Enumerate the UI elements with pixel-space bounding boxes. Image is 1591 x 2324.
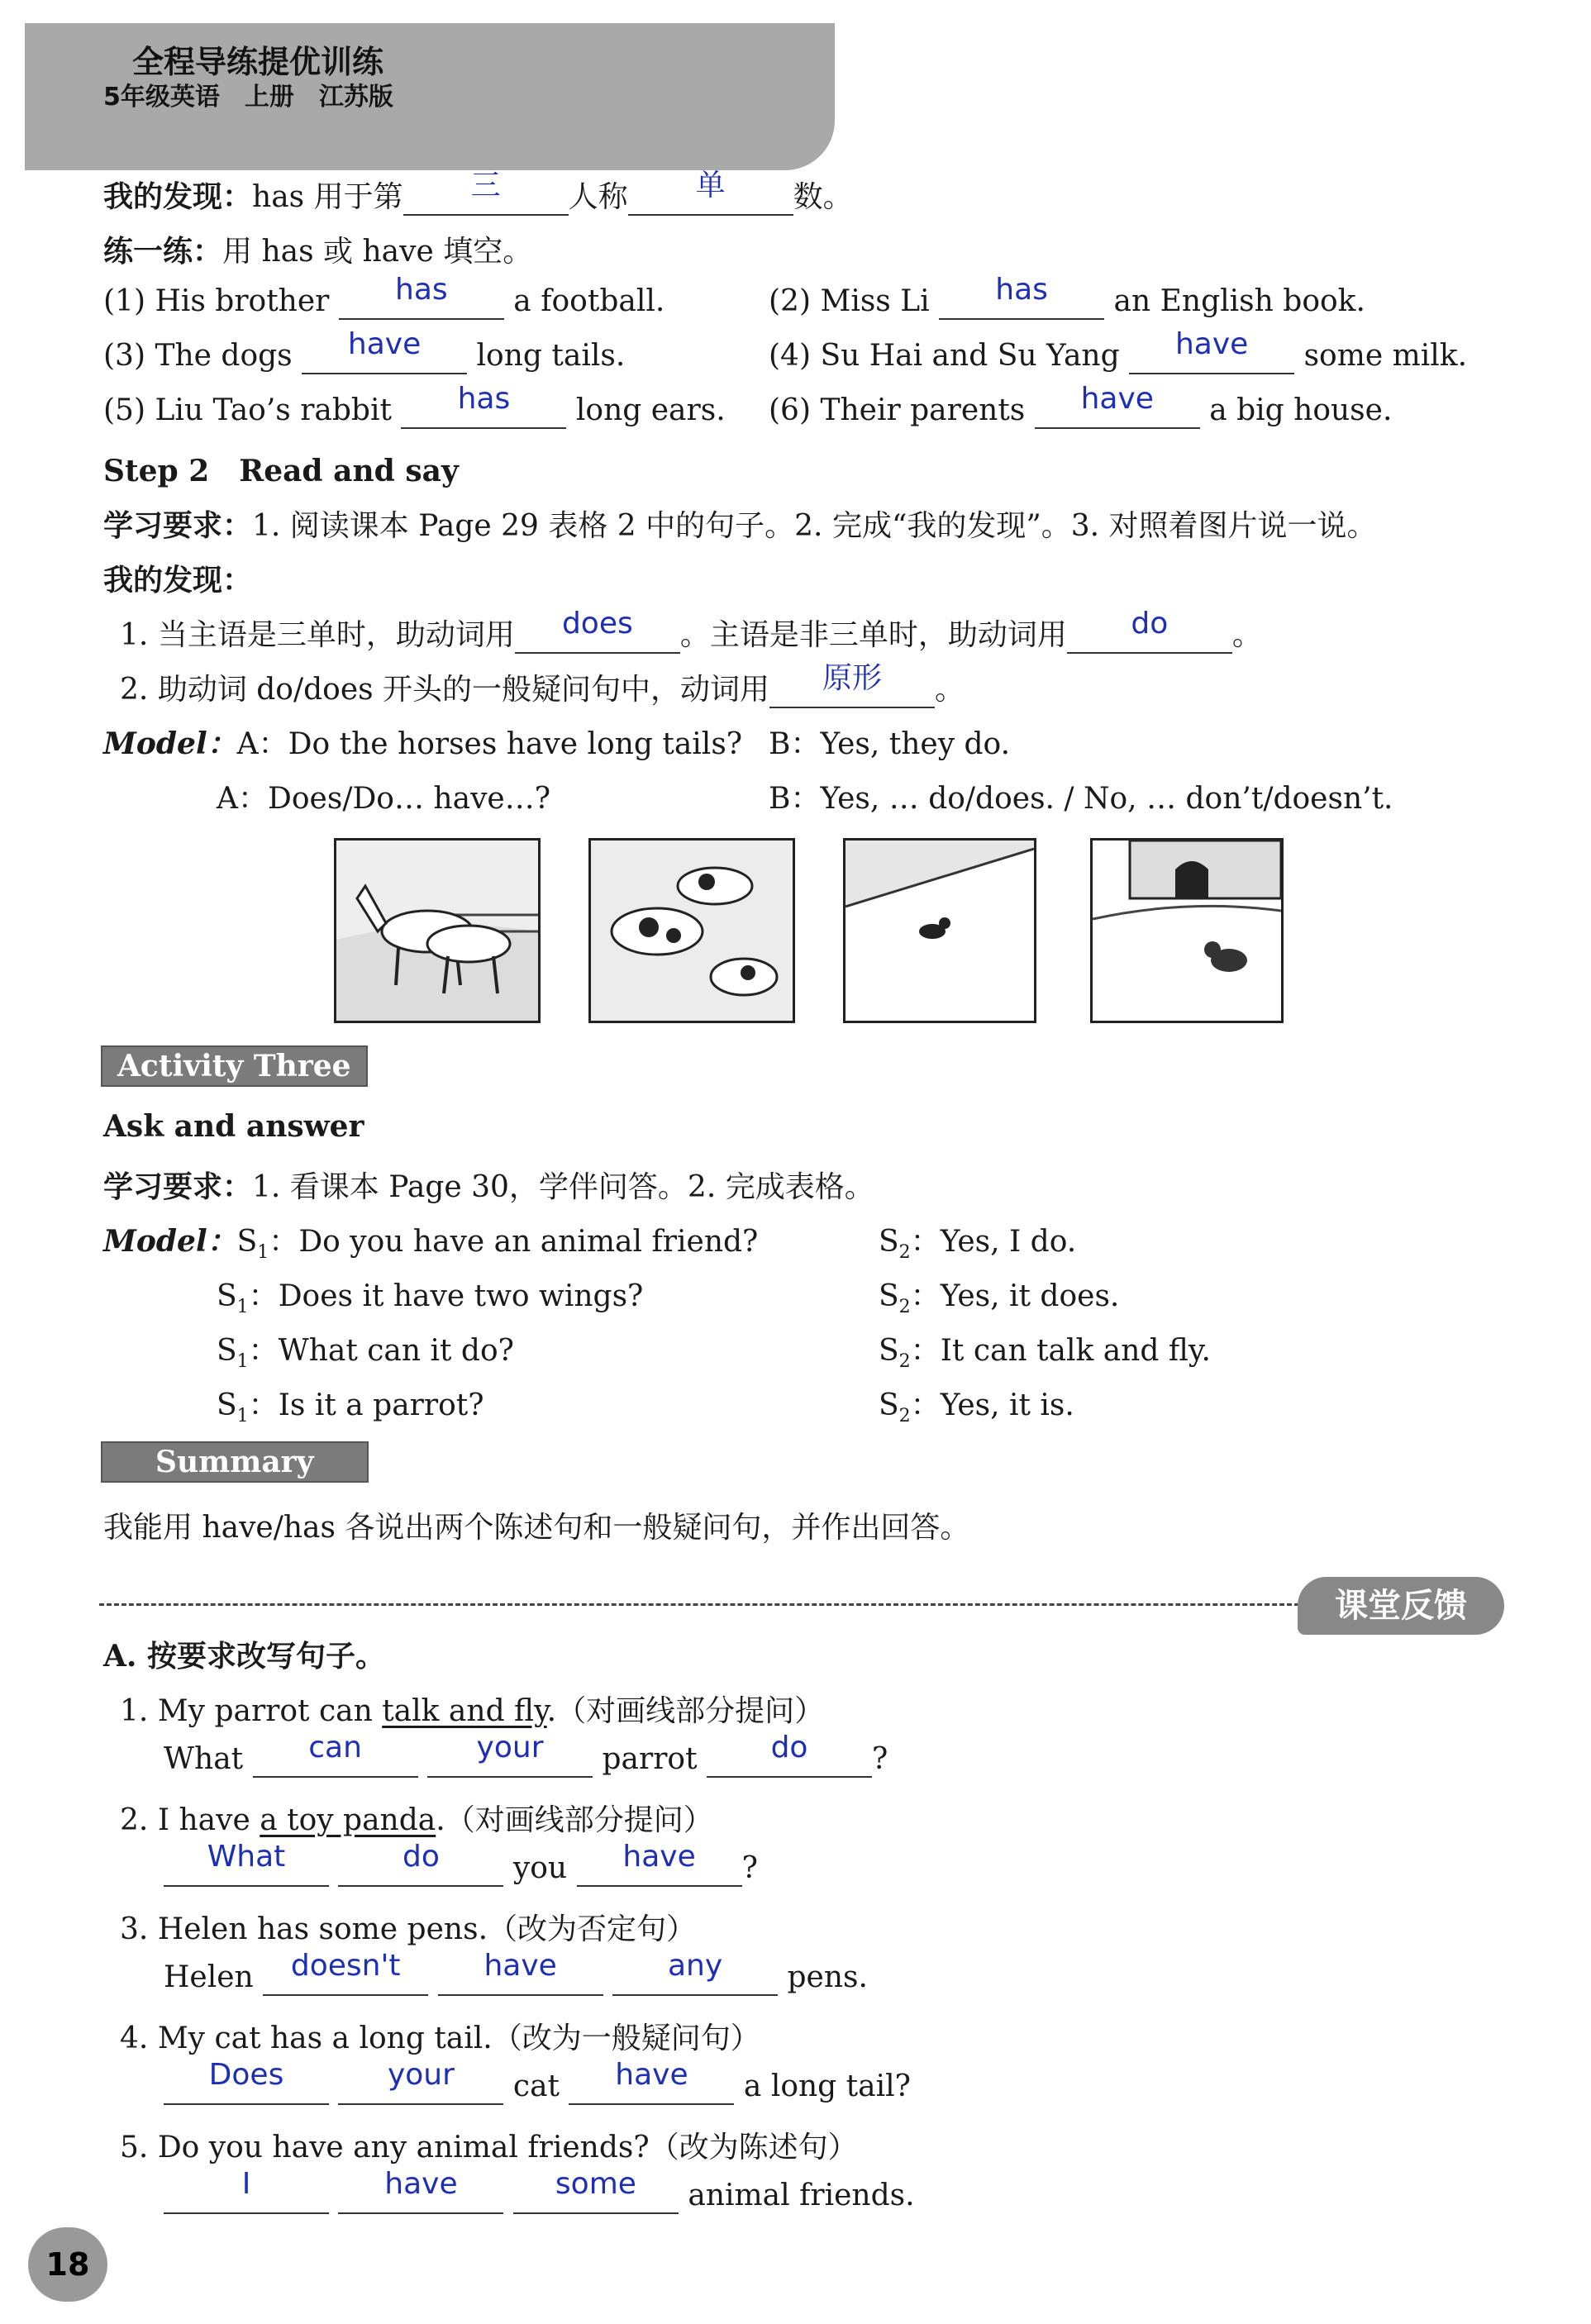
cows-picture xyxy=(588,838,795,1023)
model-question: $S_1$：Does it have two wings? xyxy=(217,1279,644,1318)
practice-item: (2) Miss Li has an English book. xyxy=(769,273,1365,318)
answer-blank[interactable]: have xyxy=(384,2167,458,2201)
answer-blank[interactable]: have xyxy=(347,327,422,361)
activity-three-label: Activity Three xyxy=(101,1045,368,1087)
practice-item: (1) His brother has a football. xyxy=(103,273,665,318)
page-number: 18 xyxy=(28,2227,107,2302)
question-3: 3. Helen has some pens.（改为否定句） xyxy=(120,1912,697,1946)
summary-text: 我能用 have/has 各说出两个陈述句和一般疑问句，并作出回答。 xyxy=(103,1511,970,1545)
answer-blank[interactable]: have xyxy=(1174,327,1249,361)
answer-line-3: Helen doesn't have any pens. xyxy=(164,1949,868,1994)
cat-picture xyxy=(843,838,1036,1023)
discovery-line-1: 我的发现：has 用于第 三 人称 单 数。 xyxy=(103,169,853,214)
question-5: 5. Do you have any animal friends?（改为陈述句） xyxy=(120,2131,858,2164)
activity-three-title: Ask and answer xyxy=(103,1109,364,1144)
step2-discovery-1: 1. 当主语是三单时，助动词用 does 。主语是非三单时，助动词用 do 。 xyxy=(120,607,1262,652)
feedback-badge: 课堂反馈 xyxy=(1298,1577,1504,1635)
question-1: 1. My parrot can talk and fly.（对画线部分提问） xyxy=(120,1694,825,1728)
step2-requirement: 学习要求：1. 阅读课本 Page 29 表格 2 中的句子。2. 完成“我的发现”。3. 对照着图片说一说。 xyxy=(103,508,1377,543)
answer-blank[interactable]: do xyxy=(770,1731,808,1764)
answer-blank[interactable]: Does xyxy=(208,2058,284,2092)
step2-model-2: A：Does/Do… have…? xyxy=(217,782,551,816)
answer-blank[interactable]: has xyxy=(995,273,1048,307)
answer-line-5: I have some animal friends. xyxy=(164,2179,915,2214)
answer-line-4: Does your cat have a long tail? xyxy=(164,2069,911,2105)
model-answer: $S_2$：It can talk and fly. xyxy=(879,1334,1211,1373)
step2-title: Step 2 Read and say xyxy=(103,454,459,488)
model-answer: $S_2$：Yes, I do. xyxy=(879,1225,1077,1264)
header-title: 全程导练提优训练 xyxy=(132,44,384,80)
answer-blank[interactable]: doesn't xyxy=(290,1949,401,1983)
answer-line-1: What can your parrot do ? xyxy=(164,1731,888,1776)
model-question: $S_1$：Is it a parrot? xyxy=(217,1388,484,1427)
answer-blank[interactable]: has xyxy=(395,273,448,307)
summary-label: Summary xyxy=(101,1441,369,1483)
question-4: 4. My cat has a long tail.（改为一般疑问句） xyxy=(120,2022,760,2055)
activity-three-requirement: 学习要求：1. 看课本 Page 30，学伴问答。2. 完成表格。 xyxy=(103,1169,874,1204)
answer-blank[interactable]: What xyxy=(207,1840,286,1874)
horses-picture xyxy=(334,838,541,1023)
answer-blank[interactable]: I xyxy=(241,2167,251,2201)
answer-blank[interactable]: can xyxy=(308,1731,362,1764)
practice-item: (5) Liu Tao’s rabbit has long ears. xyxy=(103,382,726,427)
answer-blank[interactable]: 单 xyxy=(695,169,726,202)
answer-blank[interactable]: have xyxy=(615,2058,688,2092)
step2-model-1: Model：A：Do the horses have long tails? xyxy=(103,726,743,761)
answer-blank[interactable]: 原形 xyxy=(822,661,883,695)
answer-blank[interactable]: your xyxy=(476,1731,544,1764)
answer-blank[interactable]: has xyxy=(457,382,511,416)
answer-blank[interactable]: have xyxy=(483,1949,557,1983)
answer-blank[interactable]: any xyxy=(667,1949,723,1983)
answer-blank[interactable]: do xyxy=(1131,607,1169,641)
answer-blank[interactable]: some xyxy=(555,2167,636,2201)
question-2: 2. I have a toy panda.（对画线部分提问） xyxy=(120,1803,713,1837)
model-question: $S_1$：What can it do? xyxy=(217,1334,514,1373)
step2-model-2-answer: B：Yes, … do/does. / No, … don’t/doesn’t. xyxy=(769,782,1393,816)
step2-discovery-2: 2. 助动词 do/does 开头的一般疑问句中，动词用 原形 。 xyxy=(120,661,965,707)
practice-item: (3) The dogs have long tails. xyxy=(103,327,626,373)
model-answer: $S_2$：Yes, it does. xyxy=(879,1279,1120,1318)
section-a-title: A. 按要求改写句子。 xyxy=(103,1639,385,1674)
dog-picture xyxy=(1090,838,1284,1023)
header-subtitle: 5年级英语 上册 江苏版 xyxy=(103,83,393,112)
answer-blank[interactable]: have xyxy=(622,1840,696,1874)
answer-line-2: What do you have ? xyxy=(164,1851,758,1887)
step2-model-1-answer: B：Yes, they do. xyxy=(769,727,1011,761)
answer-blank[interactable]: does xyxy=(561,607,633,641)
step2-discovery-label: 我的发现： xyxy=(103,563,253,598)
model-answer: $S_2$：Yes, it is. xyxy=(879,1388,1074,1427)
practice-item: (6) Their parents have a big house. xyxy=(769,382,1393,427)
answer-blank[interactable]: 三 xyxy=(470,169,501,202)
answer-blank[interactable]: have xyxy=(1080,382,1154,416)
practice-instruction: 练一练：用 has 或 have 填空。 xyxy=(103,234,533,269)
model-question: Model：$S_1$：Do you have an animal friend? xyxy=(103,1224,759,1264)
answer-blank[interactable]: do xyxy=(403,1840,440,1874)
answer-blank[interactable]: your xyxy=(387,2058,455,2092)
practice-item: (4) Su Hai and Su Yang have some milk. xyxy=(769,327,1468,373)
section-divider xyxy=(99,1603,1314,1606)
